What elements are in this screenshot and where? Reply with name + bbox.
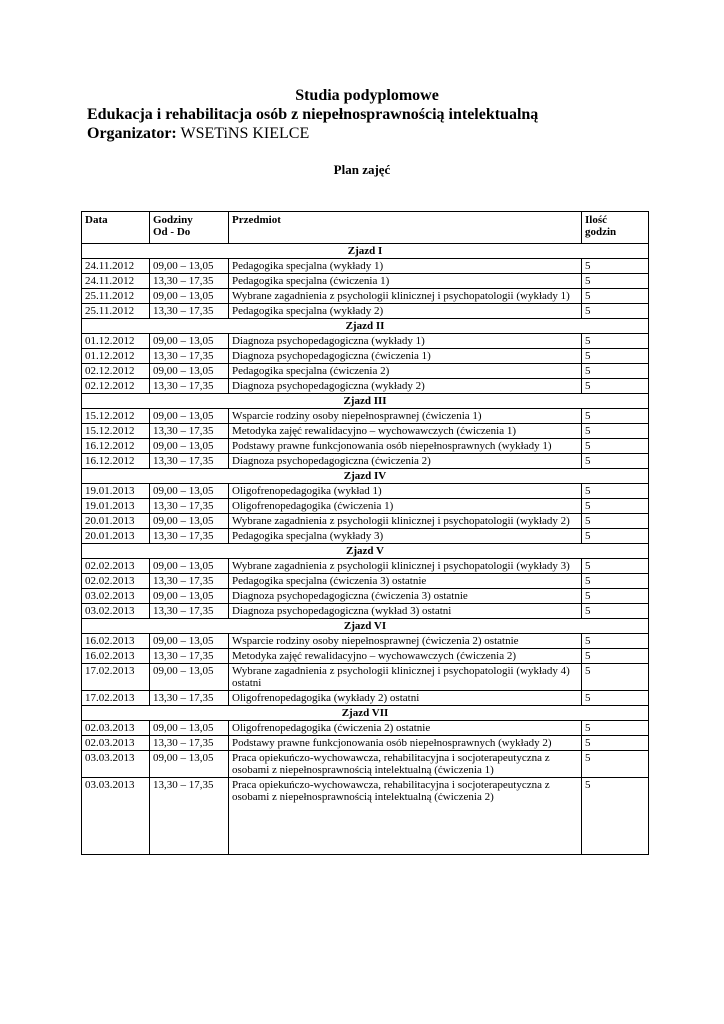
cell-hours: 09,00 – 13,05	[150, 634, 229, 649]
cell-subject: Metodyka zajęć rewalidacyjno – wychowawczych (ćwiczenia 2)	[229, 649, 582, 664]
cell-qty: 5	[582, 454, 649, 469]
table-row	[82, 604, 649, 619]
header-hours: Godziny Od - Do	[150, 212, 229, 244]
cell-subject: Diagnoza psychopedagogiczna (ćwiczenia 2)	[229, 454, 582, 469]
cell-date: 25.11.2012	[82, 304, 150, 319]
cell-subject: Wybrane zagadnienia z psychologii klinicznej i psychopatologii (wykłady 2)	[229, 514, 582, 529]
cell-qty: 5	[582, 334, 649, 349]
table-row	[82, 589, 649, 604]
cell-date: 16.12.2012	[82, 454, 150, 469]
cell-qty: 5	[582, 574, 649, 589]
table-row	[82, 649, 649, 664]
cell-date: 02.02.2013	[82, 559, 150, 574]
cell-date: 16.02.2013	[82, 634, 150, 649]
table-header-row	[82, 212, 649, 244]
cell-date: 15.12.2012	[82, 409, 150, 424]
session-header-row	[82, 706, 649, 721]
cell-date: 01.12.2012	[82, 334, 150, 349]
cell-hours: 09,00 – 13,05	[150, 484, 229, 499]
cell-hours: 09,00 – 13,05	[150, 514, 229, 529]
cell-date: 02.03.2013	[82, 721, 150, 736]
session-title: Zjazd IV	[82, 469, 649, 484]
cell-qty: 5	[582, 721, 649, 736]
cell-date: 15.12.2012	[82, 424, 150, 439]
cell-subject: Podstawy prawne funkcjonowania osób niepełnosprawnych (wykłady 2)	[229, 736, 582, 751]
cell-subject: Wsparcie rodziny osoby niepełnosprawnej (ćwiczenia 2) ostatnie	[229, 634, 582, 649]
cell-qty: 5	[582, 529, 649, 544]
cell-date: 19.01.2013	[82, 484, 150, 499]
cell-qty: 5	[582, 634, 649, 649]
schedule-table	[81, 211, 649, 855]
cell-date: 19.01.2013	[82, 499, 150, 514]
table-row	[82, 484, 649, 499]
cell-date: 02.03.2013	[82, 736, 150, 751]
cell-hours: 09,00 – 13,05	[150, 259, 229, 274]
cell-subject: Pedagogika specjalna (wykłady 3)	[229, 529, 582, 544]
session-title: Zjazd VII	[82, 706, 649, 721]
cell-qty: 5	[582, 304, 649, 319]
header-qty: Ilość godzin	[582, 212, 649, 244]
cell-qty: 5	[582, 664, 649, 691]
cell-subject: Diagnoza psychopedagogiczna (wykłady 1)	[229, 334, 582, 349]
cell-subject: Wybrane zagadnienia z psychologii klinicznej i psychopatologii (wykłady 1)	[229, 289, 582, 304]
table-row	[82, 721, 649, 736]
table-row	[82, 304, 649, 319]
cell-subject: Oligofrenopedagogika (ćwiczenia 1)	[229, 499, 582, 514]
cell-subject: Pedagogika specjalna (ćwiczenia 3) ostatnie	[229, 574, 582, 589]
cell-subject: Diagnoza psychopedagogiczna (wykłady 2)	[229, 379, 582, 394]
cell-hours: 13,30 – 17,35	[150, 736, 229, 751]
session-header-row	[82, 469, 649, 484]
cell-hours: 09,00 – 13,05	[150, 289, 229, 304]
cell-qty: 5	[582, 691, 649, 706]
cell-hours: 13,30 – 17,35	[150, 649, 229, 664]
cell-qty: 5	[582, 409, 649, 424]
cell-qty: 5	[582, 289, 649, 304]
cell-qty: 5	[582, 484, 649, 499]
cell-date: 17.02.2013	[82, 691, 150, 706]
cell-qty: 5	[582, 514, 649, 529]
cell-subject: Oligofrenopedagogika (wykłady 2) ostatni	[229, 691, 582, 706]
table-row	[82, 259, 649, 274]
table-row	[82, 559, 649, 574]
cell-subject: Wybrane zagadnienia z psychologii klinicznej i psychopatologii (wykłady 3)	[229, 559, 582, 574]
cell-date: 02.12.2012	[82, 379, 150, 394]
cell-hours: 13,30 – 17,35	[150, 454, 229, 469]
table-row	[82, 274, 649, 289]
session-title: Zjazd II	[82, 319, 649, 334]
table-row	[82, 289, 649, 304]
session-title: Zjazd I	[82, 244, 649, 259]
table-row	[82, 349, 649, 364]
session-title: Zjazd III	[82, 394, 649, 409]
table-row	[82, 454, 649, 469]
cell-subject: Wsparcie rodziny osoby niepełnosprawnej (ćwiczenia 1)	[229, 409, 582, 424]
cell-date: 17.02.2013	[82, 664, 150, 691]
cell-subject: Oligofrenopedagogika (wykład 1)	[229, 484, 582, 499]
cell-subject: Wybrane zagadnienia z psychologii klinicznej i psychopatologii (wykłady 4) ostatni	[229, 664, 582, 691]
cell-qty: 5	[582, 424, 649, 439]
table-row	[82, 529, 649, 544]
cell-subject: Diagnoza psychopedagogiczna (wykład 3) ostatni	[229, 604, 582, 619]
table-row	[82, 499, 649, 514]
cell-subject: Pedagogika specjalna (wykłady 1)	[229, 259, 582, 274]
cell-subject: Oligofrenopedagogika (ćwiczenia 2) ostatnie	[229, 721, 582, 736]
header-subject: Przedmiot	[229, 212, 582, 244]
cell-qty: 5	[582, 751, 649, 778]
table-row	[82, 379, 649, 394]
cell-date: 24.11.2012	[82, 274, 150, 289]
session-header-row	[82, 394, 649, 409]
cell-hours: 09,00 – 13,05	[150, 589, 229, 604]
cell-hours: 13,30 – 17,35	[150, 574, 229, 589]
session-title: Zjazd VI	[82, 619, 649, 634]
plan-title: Plan zajęć	[333, 162, 391, 177]
cell-date: 20.01.2013	[82, 514, 150, 529]
cell-subject: Praca opiekuńczo-wychowawcza, rehabilitacyjna i socjoterapeutyczna z osobami z niepełnosprawnością intelektualną (ćwiczenia 2)	[229, 778, 582, 855]
program-title: Edukacja i rehabilitacja osób z niepełnosprawnością intelektualną	[87, 106, 539, 123]
cell-date: 03.02.2013	[82, 589, 150, 604]
cell-hours: 09,00 – 13,05	[150, 409, 229, 424]
cell-subject: Metodyka zajęć rewalidacyjno – wychowawczych (ćwiczenia 1)	[229, 424, 582, 439]
cell-subject: Podstawy prawne funkcjonowania osób niepełnosprawnych (wykłady 1)	[229, 439, 582, 454]
cell-hours: 13,30 – 17,35	[150, 778, 229, 855]
cell-subject: Pedagogika specjalna (ćwiczenia 1)	[229, 274, 582, 289]
table-row	[82, 664, 649, 691]
cell-subject: Praca opiekuńczo-wychowawcza, rehabilitacyjna i socjoterapeutyczna z osobami z niepełnosprawnością intelektualną (ćwiczenia 1)	[229, 751, 582, 778]
cell-hours: 09,00 – 13,05	[150, 721, 229, 736]
cell-date: 01.12.2012	[82, 349, 150, 364]
cell-date: 03.03.2013	[82, 751, 150, 778]
cell-qty: 5	[582, 604, 649, 619]
table-row	[82, 751, 649, 778]
cell-hours: 13,30 – 17,35	[150, 499, 229, 514]
cell-qty: 5	[582, 499, 649, 514]
table-row	[82, 634, 649, 649]
cell-hours: 09,00 – 13,05	[150, 559, 229, 574]
cell-subject: Pedagogika specjalna (wykłady 2)	[229, 304, 582, 319]
session-header-row	[82, 544, 649, 559]
cell-subject: Pedagogika specjalna (ćwiczenia 2)	[229, 364, 582, 379]
session-header-row	[82, 319, 649, 334]
cell-hours: 13,30 – 17,35	[150, 304, 229, 319]
table-row	[82, 334, 649, 349]
cell-qty: 5	[582, 259, 649, 274]
cell-hours: 13,30 – 17,35	[150, 529, 229, 544]
cell-hours: 13,30 – 17,35	[150, 379, 229, 394]
table-row	[82, 439, 649, 454]
cell-date: 02.02.2013	[82, 574, 150, 589]
cell-qty: 5	[582, 559, 649, 574]
table-row	[82, 364, 649, 379]
cell-qty: 5	[582, 349, 649, 364]
schedule-body	[82, 244, 649, 855]
cell-qty: 5	[582, 274, 649, 289]
cell-qty: 5	[582, 649, 649, 664]
session-header-row	[82, 619, 649, 634]
cell-qty: 5	[582, 778, 649, 855]
cell-qty: 5	[582, 736, 649, 751]
cell-hours: 09,00 – 13,05	[150, 664, 229, 691]
cell-hours: 09,00 – 13,05	[150, 751, 229, 778]
cell-hours: 13,30 – 17,35	[150, 424, 229, 439]
cell-qty: 5	[582, 439, 649, 454]
cell-hours: 13,30 – 17,35	[150, 691, 229, 706]
table-row	[82, 424, 649, 439]
cell-qty: 5	[582, 379, 649, 394]
cell-hours: 13,30 – 17,35	[150, 604, 229, 619]
cell-date: 24.11.2012	[82, 259, 150, 274]
cell-hours: 09,00 – 13,05	[150, 364, 229, 379]
cell-subject: Diagnoza psychopedagogiczna (ćwiczenia 3) ostatnie	[229, 589, 582, 604]
table-row	[82, 691, 649, 706]
table-row	[82, 778, 649, 855]
cell-qty: 5	[582, 589, 649, 604]
program-type: Studia podyplomowe	[295, 87, 439, 104]
cell-hours: 09,00 – 13,05	[150, 439, 229, 454]
cell-hours: 13,30 – 17,35	[150, 274, 229, 289]
cell-date: 03.02.2013	[82, 604, 150, 619]
organizer-label: Organizator:	[87, 125, 177, 142]
cell-hours: 13,30 – 17,35	[150, 349, 229, 364]
session-header-row	[82, 244, 649, 259]
session-title: Zjazd V	[82, 544, 649, 559]
cell-date: 16.02.2013	[82, 649, 150, 664]
cell-date: 02.12.2012	[82, 364, 150, 379]
document-header	[87, 86, 647, 143]
cell-hours: 09,00 – 13,05	[150, 334, 229, 349]
organizer-line	[87, 124, 647, 143]
cell-date: 16.12.2012	[82, 439, 150, 454]
cell-date: 03.03.2013	[82, 778, 150, 855]
cell-date: 25.11.2012	[82, 289, 150, 304]
table-row	[82, 574, 649, 589]
table-row	[82, 736, 649, 751]
cell-subject: Diagnoza psychopedagogiczna (ćwiczenia 1)	[229, 349, 582, 364]
cell-date: 20.01.2013	[82, 529, 150, 544]
organizer-value: WSETiNS KIELCE	[180, 125, 310, 142]
table-row	[82, 514, 649, 529]
table-row	[82, 409, 649, 424]
header-date: Data	[82, 212, 150, 244]
cell-qty: 5	[582, 364, 649, 379]
